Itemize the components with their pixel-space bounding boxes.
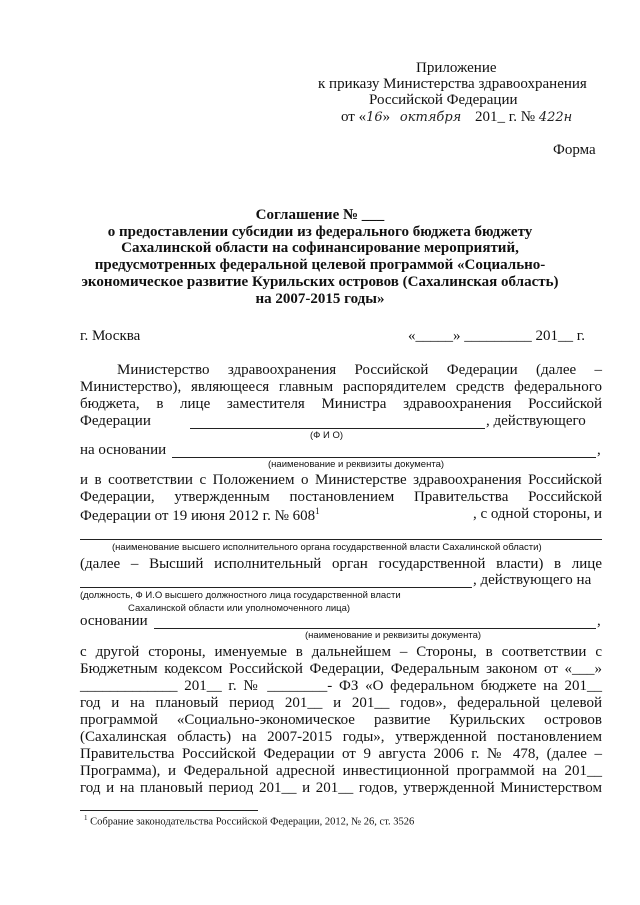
p2-line-8: Программа), и Федеральной адресной инвестиционной программой на 201__ xyxy=(80,763,602,779)
p1-line-4-a: Федерации xyxy=(80,413,151,429)
header-line-3: Российской Федерации xyxy=(369,92,518,108)
p2-line-1: с другой стороны, именуемые в дальнейшем – Стороны, в соответствии с xyxy=(80,644,602,660)
p1-line-2: Министерство), являющееся главным распорядителем средств федерального xyxy=(80,379,602,395)
footnote-separator xyxy=(80,810,258,811)
title-line-5: экономическое развитие Курильских островов (Сахалинская область) xyxy=(81,274,559,290)
title-line-4: предусмотренных федеральной целевой программой «Социально- xyxy=(94,257,546,273)
p2-line-4: год и на плановый период 201__ и 201__ годов», федеральной целевой xyxy=(80,695,602,711)
p1-line-8-a: Федерации от 19 июня 2012 г. № 608 xyxy=(80,508,316,524)
p1-line-7: Федерации, утвержденным постановлением Правительства Российской xyxy=(80,489,602,505)
handwritten-day: 16 xyxy=(366,110,383,125)
p1-line-6: и в соответствии с Положением о Министерстве здравоохранения Российской xyxy=(80,472,602,488)
caption-exec-organ: (наименование высшего исполнительного органа государственной власти Сахалинской области) xyxy=(112,542,542,553)
date-mid: » xyxy=(382,109,391,125)
comma-1: , xyxy=(597,442,601,458)
position-underline xyxy=(80,587,472,588)
exec-organ-underline xyxy=(80,539,602,540)
p1-line-11: основании xyxy=(80,613,148,629)
date-blank: «_____» _________ 201__ г. xyxy=(408,328,585,344)
p1-line-5: на основании xyxy=(80,442,167,458)
footnote-mark: 1 xyxy=(84,814,88,822)
handwritten-order-number: 422н xyxy=(538,110,573,125)
caption-fio: (Ф И О) xyxy=(310,430,344,441)
handwritten-month: октября xyxy=(399,110,462,125)
caption-document-1: (наименование и реквизиты документа) xyxy=(268,459,445,470)
date-year: 201_ г. № xyxy=(475,109,536,125)
p2-line-2: Бюджетным кодексом Российской Федерации, Федеральным законом от «___» xyxy=(80,661,602,677)
caption-document-2: (наименование и реквизиты документа) xyxy=(305,630,482,641)
p1-line-9: (далее – Высший исполнительный орган государственной власти) в лице xyxy=(80,556,602,572)
basis-underline-2 xyxy=(154,628,596,629)
p1-line-3: бюджета, в лице заместителя Министра здравоохранения Российской xyxy=(80,396,602,412)
p2-line-3: _____________ 201__ г. № ________- ФЗ «О федеральном бюджете на 201__ xyxy=(80,678,602,694)
p1-line-8 xyxy=(80,506,602,525)
p2-line-6: (Сахалинская область) на 2007-2015 годы», утвержденной постановлением xyxy=(80,729,602,745)
p1-line-10: , действующего на xyxy=(473,572,592,588)
footnote xyxy=(84,814,414,828)
title-line-1: Соглашение № ___ xyxy=(255,207,385,223)
footnote-text: Собрание законодательства Российской Федерации, 2012, № 26, ст. 3526 xyxy=(90,816,415,828)
comma-2: , xyxy=(597,613,601,629)
title-line-2: о предоставлении субсидии из федерального бюджета бюджету xyxy=(107,224,533,240)
footnote-ref-1: 1 xyxy=(315,506,320,516)
header-line-1: Приложение xyxy=(416,60,497,76)
title-line-6: на 2007-2015 годы» xyxy=(255,291,385,307)
date-prefix: от « xyxy=(341,109,367,125)
header-line-2: к приказу Министерства здравоохранения xyxy=(318,76,587,92)
title-line-3: Сахалинской области на софинансирование мероприятий, xyxy=(121,240,519,256)
caption-position-1: (должность, Ф И.О высшего должностного лица государственной власти xyxy=(80,590,401,601)
p1-line-8-b: , с одной стороны, и xyxy=(472,506,602,522)
place: г. Москва xyxy=(80,328,141,344)
header-date-line xyxy=(341,109,572,126)
p2-line-7: Правительства Российской Федерации от 9 августа 2006 г. № 478, (далее – xyxy=(80,746,602,762)
p2-line-5: программой «Социально-экономическое развитие Курильских островов xyxy=(80,712,602,728)
caption-position-2: Сахалинской области или уполномоченного лица) xyxy=(128,603,351,614)
p1-line-4-b: , действующего xyxy=(486,413,586,429)
p2-line-9: год и на плановый период 201__ и 201__ годов, утвержденной Министерством xyxy=(80,780,602,796)
basis-underline-1 xyxy=(172,457,596,458)
p1-line-1: Министерство здравоохранения Российской Федерации (далее – xyxy=(117,362,602,378)
forma-label: Форма xyxy=(553,142,596,158)
fio-underline xyxy=(190,428,485,429)
